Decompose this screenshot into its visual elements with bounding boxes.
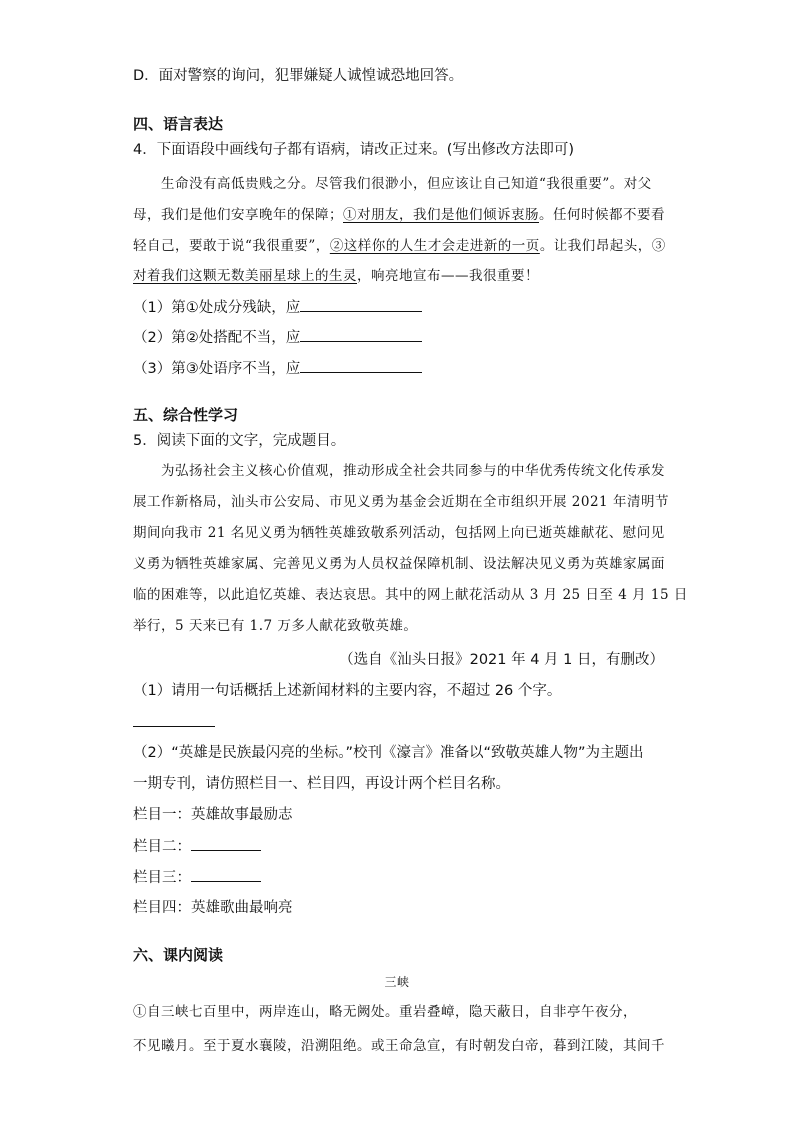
column-1: 栏目一：英雄故事最励志: [133, 807, 293, 823]
column-2: [133, 836, 261, 857]
passage-text: 母，我们是他们安享晚年的保障；: [133, 207, 343, 223]
passage-text: 轻自己，要敢于说“我很重要”，: [133, 238, 330, 254]
summary-question: （1）请用一句话概括上述新闻材料的主要内容，不超过 26 个字。: [133, 683, 562, 699]
section6-heading: 六、课内阅读: [133, 946, 224, 964]
section4-heading: 四、语言表达: [133, 115, 224, 133]
section4-question: 4．下面语段中画线句子都有语病，请改正过来。(写出修改方法即可): [133, 142, 575, 158]
passage-line: [133, 236, 666, 256]
passage-text: 。让我们昂起头，③: [539, 238, 666, 254]
underlined-sentence-1: ①对朋友，我们是他们倾诉衷肠: [343, 207, 539, 223]
text-title: 三峡: [384, 975, 410, 989]
answer-blank[interactable]: [300, 297, 422, 312]
sub-question-2: [133, 327, 422, 348]
answer-blank[interactable]: [191, 836, 261, 851]
news-source: （选自《汕头日报》2021 年 4 月 1 日，有删改）: [339, 652, 664, 668]
sub-question-3: [133, 358, 422, 379]
passage-line: 生命没有高低贵贱之分。尽管我们很渺小，但应该让自己知道“我很重要”。对父: [161, 176, 652, 192]
section5-heading: 五、综合性学习: [133, 406, 239, 424]
passage-line: [133, 205, 665, 225]
news-line: 临的困难等，以此追忆英雄、表达哀思。其中的网上献花活动从 3 月 25 日至 4 月 15 日: [133, 587, 688, 603]
answer-blank[interactable]: [300, 327, 422, 342]
sub-question-text: （1）第①处成分残缺，应: [133, 300, 301, 316]
column-3: [133, 867, 261, 888]
passage-line: [133, 266, 539, 286]
answer-blank[interactable]: [191, 867, 261, 882]
column-4: 栏目四：英雄歌曲最响亮: [133, 900, 293, 916]
column-question-line: 一期专刊，请仿照栏目一、栏目四，再设计两个栏目名称。: [133, 776, 510, 792]
column-question-line: （2）“英雄是民族最闪亮的坐标。”校刊《濠言》准备以“致敬英雄人物”为主题出: [133, 745, 644, 761]
news-line: 举行，5 天来已有 1.7 万多人献花致敬英雄。: [133, 618, 418, 634]
option-d: D．面对警察的询问，犯罪嫌疑人诚惶诚恐地回答。: [133, 68, 464, 84]
passage-text: ，响亮地宣布——我很重要！: [357, 268, 539, 284]
answer-blank[interactable]: [300, 358, 422, 373]
sub-question-text: （2）第②处搭配不当，应: [133, 330, 301, 346]
sub-question-text: （3）第③处语序不当，应: [133, 361, 301, 377]
underlined-sentence-3: 对着我们这颗无数美丽星球上的生灵: [133, 268, 357, 284]
answer-blank[interactable]: [133, 712, 215, 727]
news-line: 为弘扬社会主义核心价值观，推动形成全社会共同参与的中华优秀传统文化传承发: [161, 463, 665, 479]
column-label: 栏目二：: [133, 839, 191, 855]
underlined-sentence-2: ②这样你的人生才会走进新的一页: [329, 238, 540, 254]
news-line: 期间向我市 21 名见义勇为牺牲英雄致敬系列活动，包括网上向已逝英雄献花、慰问见: [133, 525, 665, 541]
section5-question: 5．阅读下面的文字，完成题目。: [133, 433, 346, 449]
passage-text: 。任何时候都不要看: [539, 207, 665, 223]
sub-question-1: [133, 297, 422, 318]
news-line: 义勇为牺牲英雄家属、完善见义勇为人员权益保障机制、设法解决见义勇为英雄家属面: [133, 556, 665, 572]
summary-answer-line: [133, 712, 215, 733]
column-label: 栏目三：: [133, 870, 191, 886]
classical-text-line: 不见曦月。至于夏水襄陵，沿溯阻绝。或王命急宣，有时朝发白帝，暮到江陵，其间千: [133, 1038, 665, 1054]
news-line: 展工作新格局，汕头市公安局、市见义勇为基金会近期在全市组织开展 2021 年清明节: [133, 494, 669, 510]
classical-text-line: ①自三峡七百里中，两岸连山，略无阙处。重岩叠嶂，隐天蔽日，自非亭午夜分，: [133, 1004, 637, 1020]
